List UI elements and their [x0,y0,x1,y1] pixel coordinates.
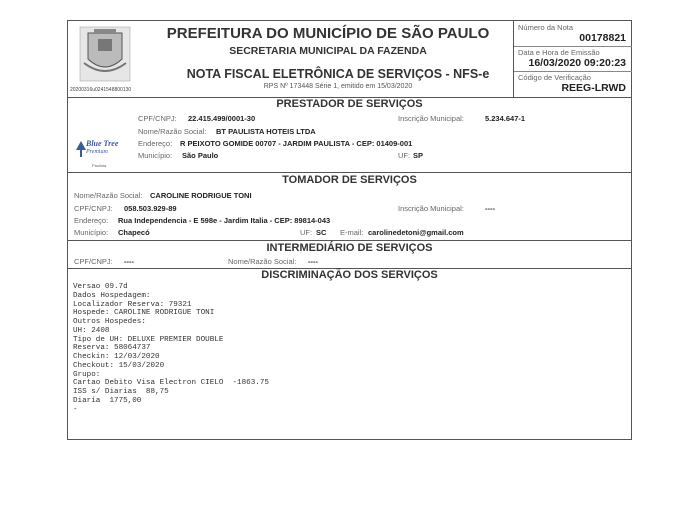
client-city-label: Município: [74,228,109,237]
provider-name-label: Nome/Razão Social: [138,127,207,136]
provider-city-value: São Paulo [182,151,219,160]
provider-section-title: PRESTADOR DE SERVIÇOS [276,98,423,110]
client-uf-value: SC [316,228,327,237]
services-description: Versao 09.7d Dados Hospedagem: Localizador Reserva: 79321 Hospede: CAROLINE RODRIGUE TONI Outros Hospedes: UH: 2408 Tipo de UH: DELUXE PREMIER DOUBLE Reserva: 58064737 Checkin: 12/03/2020 Checkout: 15/03/2020 Grupo: Cartao Debito Visa Electron CIELO -1863.75 ISS s/ Diarias 88,75 Diaria 1775,00 - [73,283,269,414]
provider-im-label: Inscrição Municipal: [398,114,464,123]
provider-cnpj-value: 22.415.499/0001-30 [188,114,256,123]
client-im-value: ---- [485,204,495,213]
client-email-label: E-mail: [340,228,364,237]
client-section-title: TOMADOR DE SERVIÇOS [282,174,417,186]
intermediary-name-label: Nome/Razão Social: [228,257,297,266]
verification-code-label: Código de Verificação [518,73,591,82]
provider-uf-label: UF: [398,151,411,160]
client-city-value: Chapecó [118,228,150,237]
intermediary-cpf-label: CPF/CNPJ: [74,257,113,266]
provider-im-value: 5.234.647-1 [485,114,526,123]
crest-code: 20200316u0241548800130 [70,87,132,93]
issue-date-label: Data e Hora de Emissão [518,48,600,57]
document-header [68,21,631,98]
page-subtitle: SECRETARIA MUNICIPAL DA FAZENDA [229,45,427,57]
client-uf-label: UF: [300,228,313,237]
client-address-value: Rua Independencia - E 598e - Jardim Italia - CEP: 89814-043 [118,216,331,225]
provider-address-value: R PEIXOTO GOMIDE 00707 - JARDIM PAULISTA - CEP: 01409-001 [180,139,413,148]
intermediary-name-value: ---- [308,257,318,266]
provider-name-value: BT PAULISTA HOTEIS LTDA [216,127,316,136]
invoice-number-label: Número da Nota [518,23,574,32]
provider-city-label: Município: [138,151,173,160]
rps-line: RPS Nº 173448 Série 1, emitido em 15/03/2020 [263,83,413,90]
verification-code-value: REEG-LRWD [561,82,626,94]
client-name-value: CAROLINE RODRIGUE TONI [150,191,252,200]
provider-cnpj-label: CPF/CNPJ: [138,114,177,123]
provider-address-label: Endereço: [138,139,173,148]
client-name-label: Nome/Razão Social: [74,191,143,200]
invoice-number-value: 00178821 [579,32,626,44]
nfse-title: NOTA FISCAL ELETRÔNICA DE SERVIÇOS - NFS-e [186,67,490,81]
invoice-info-box [513,21,632,97]
nfse-document [67,20,632,440]
client-address-label: Endereço: [74,216,109,225]
client-im-label: Inscrição Municipal: [398,204,464,213]
intermediary-cpf-value: ---- [124,257,134,266]
intermediary-section-title: INTERMEDIÁRIO DE SERVIÇOS [266,242,433,254]
services-section-title: DISCRIMINAÇÃO DOS SERVIÇOS [261,269,438,281]
client-cpf-value: 058.503.929-89 [124,204,177,213]
client-email-value: carolinedetoni@gmail.com [368,228,464,237]
issue-date-value: 16/03/2020 09:20:23 [528,57,626,69]
hotel-logo: Blue Tree Premium Paulista [76,139,124,179]
city-crest-icon [76,25,134,83]
tree-logo-icon [76,141,86,157]
page-title: PREFEITURA DO MUNICÍPIO DE SÃO PAULO [166,25,490,42]
client-cpf-label: CPF/CNPJ: [74,204,113,213]
provider-uf-value: SP [413,151,424,160]
